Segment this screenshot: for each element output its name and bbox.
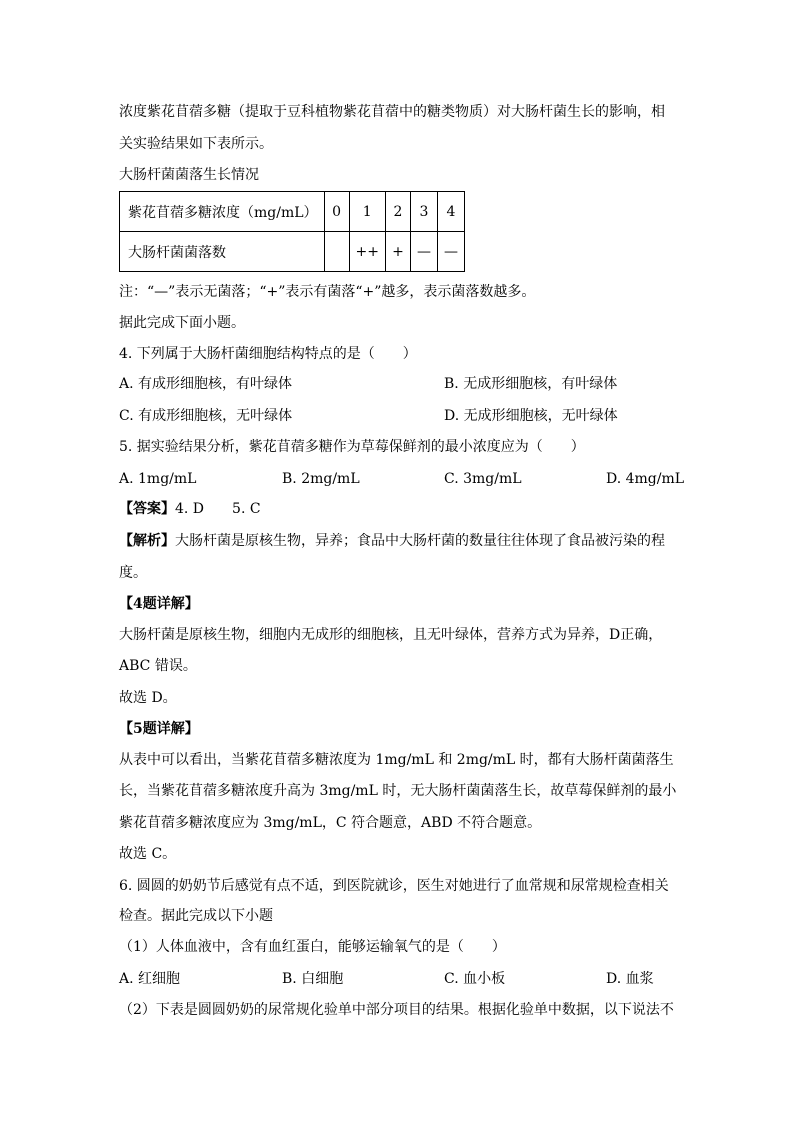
- q5-option-d: D. 4mg/mL: [606, 471, 685, 487]
- table-cell: 1: [349, 192, 385, 232]
- q5-option-c: C. 3mg/mL: [444, 471, 522, 487]
- detail-5-line-1: 从表中可以看出，当紫花苜蓿多糖浓度为 1mg/mL 和 2mg/mL 时，都有大肠杆菌菌落生: [119, 752, 674, 768]
- q4-option-c: C. 有成形细胞核，无叶绿体: [119, 408, 293, 424]
- detail-4-line-2: ABC 错误。: [119, 658, 197, 674]
- intro-line-1: 浓度紫花苜蓿多糖（提取于豆科植物紫花苜蓿中的糖类物质）对大肠杆菌生长的影响，相: [119, 104, 665, 120]
- table-cell: 2: [386, 192, 411, 232]
- q6-option-a: A. 红细胞: [119, 971, 181, 987]
- q6-option-d: D. 血浆: [606, 971, 654, 987]
- table-cell: 0: [324, 192, 349, 232]
- q6-option-b: B. 白细胞: [282, 971, 344, 987]
- detail-4-line-1: 大肠杆菌是原核生物，细胞内无成形的细胞核，且无叶绿体，营养方式为异养，D正确，: [119, 627, 663, 643]
- answer-text: 4. D 5. C: [175, 501, 261, 517]
- question-4-stem: 4. 下列属于大肠杆菌细胞结构特点的是（ ）: [119, 346, 417, 362]
- analysis-text: 大肠杆菌是原核生物，异养；食品中大肠杆菌的数量往往体现了食品被污染的程: [175, 533, 665, 549]
- analysis-line-1: [119, 531, 665, 551]
- question-6-line-1: 6. 圆圆的奶奶节后感觉有点不适，到医院就诊，医生对她进行了血常规和尿常规检查相关: [119, 878, 669, 894]
- intro-line-2: 关实验结果如下表所示。: [119, 136, 273, 152]
- table-note: 注：“—”表示无菌落；“+”表示有菌落“+”越多，表示菌落数越多。: [119, 284, 536, 300]
- lead-text: 据此完成下面小题。: [119, 315, 245, 331]
- table-row: [120, 192, 465, 232]
- colony-table: [119, 191, 465, 272]
- table-row: [120, 232, 465, 272]
- question-5-stem: 5. 据实验结果分析，紫花苜蓿多糖作为草莓保鲜剂的最小浓度应为（ ）: [119, 439, 585, 455]
- row-label-colonies: 大肠杆菌菌落数: [120, 232, 325, 272]
- question-6-sub-2: （2）下表是圆圆奶奶的尿常规化验单中部分项目的结果。根据化验单中数据，以下说法不: [119, 1002, 674, 1018]
- detail-4-heading: 【4题详解】: [119, 596, 199, 612]
- detail-5-line-3: 紫花苜蓿多糖浓度应为 3mg/mL，C 符合题意，ABD 不符合题意。: [119, 815, 542, 831]
- q5-option-b: B. 2mg/mL: [282, 471, 360, 487]
- analysis-line-2: 度。: [119, 565, 147, 581]
- table-cell: 3: [411, 192, 438, 232]
- q4-option-d: D. 无成形细胞核，无叶绿体: [444, 408, 618, 424]
- analysis-label: 【解析】: [119, 533, 175, 549]
- question-6-line-2: 检查。据此完成以下小题: [119, 908, 273, 924]
- question-6-sub-1: （1）人体血液中，含有血红蛋白，能够运输氧气的是（ ）: [119, 939, 506, 955]
- detail-5-line-2: 长，当紫花苜蓿多糖浓度升高为 3mg/mL 时，无大肠杆菌菌落生长，故草莓保鲜剂的最小: [119, 783, 677, 799]
- q4-option-a: A. 有成形细胞核，有叶绿体: [119, 376, 293, 392]
- table-caption: 大肠杆菌菌落生长情况: [119, 167, 259, 183]
- answer-line: [119, 499, 261, 519]
- table-cell: ++: [349, 232, 385, 272]
- table-cell: [324, 232, 349, 272]
- table-cell: +: [386, 232, 411, 272]
- answer-label: 【答案】: [119, 501, 175, 517]
- detail-5-heading: 【5题详解】: [119, 721, 199, 737]
- table-cell: 4: [438, 192, 465, 232]
- table-cell: —: [411, 232, 438, 272]
- row-label-concentration: 紫花苜蓿多糖浓度（mg/mL）: [120, 192, 325, 232]
- q4-option-b: B. 无成形细胞核，有叶绿体: [444, 376, 618, 392]
- table-cell: —: [438, 232, 465, 272]
- detail-5-line-4: 故选 C。: [119, 846, 177, 862]
- q6-option-c: C. 血小板: [444, 971, 506, 987]
- detail-4-line-3: 故选 D。: [119, 690, 177, 706]
- q5-option-a: A. 1mg/mL: [119, 471, 197, 487]
